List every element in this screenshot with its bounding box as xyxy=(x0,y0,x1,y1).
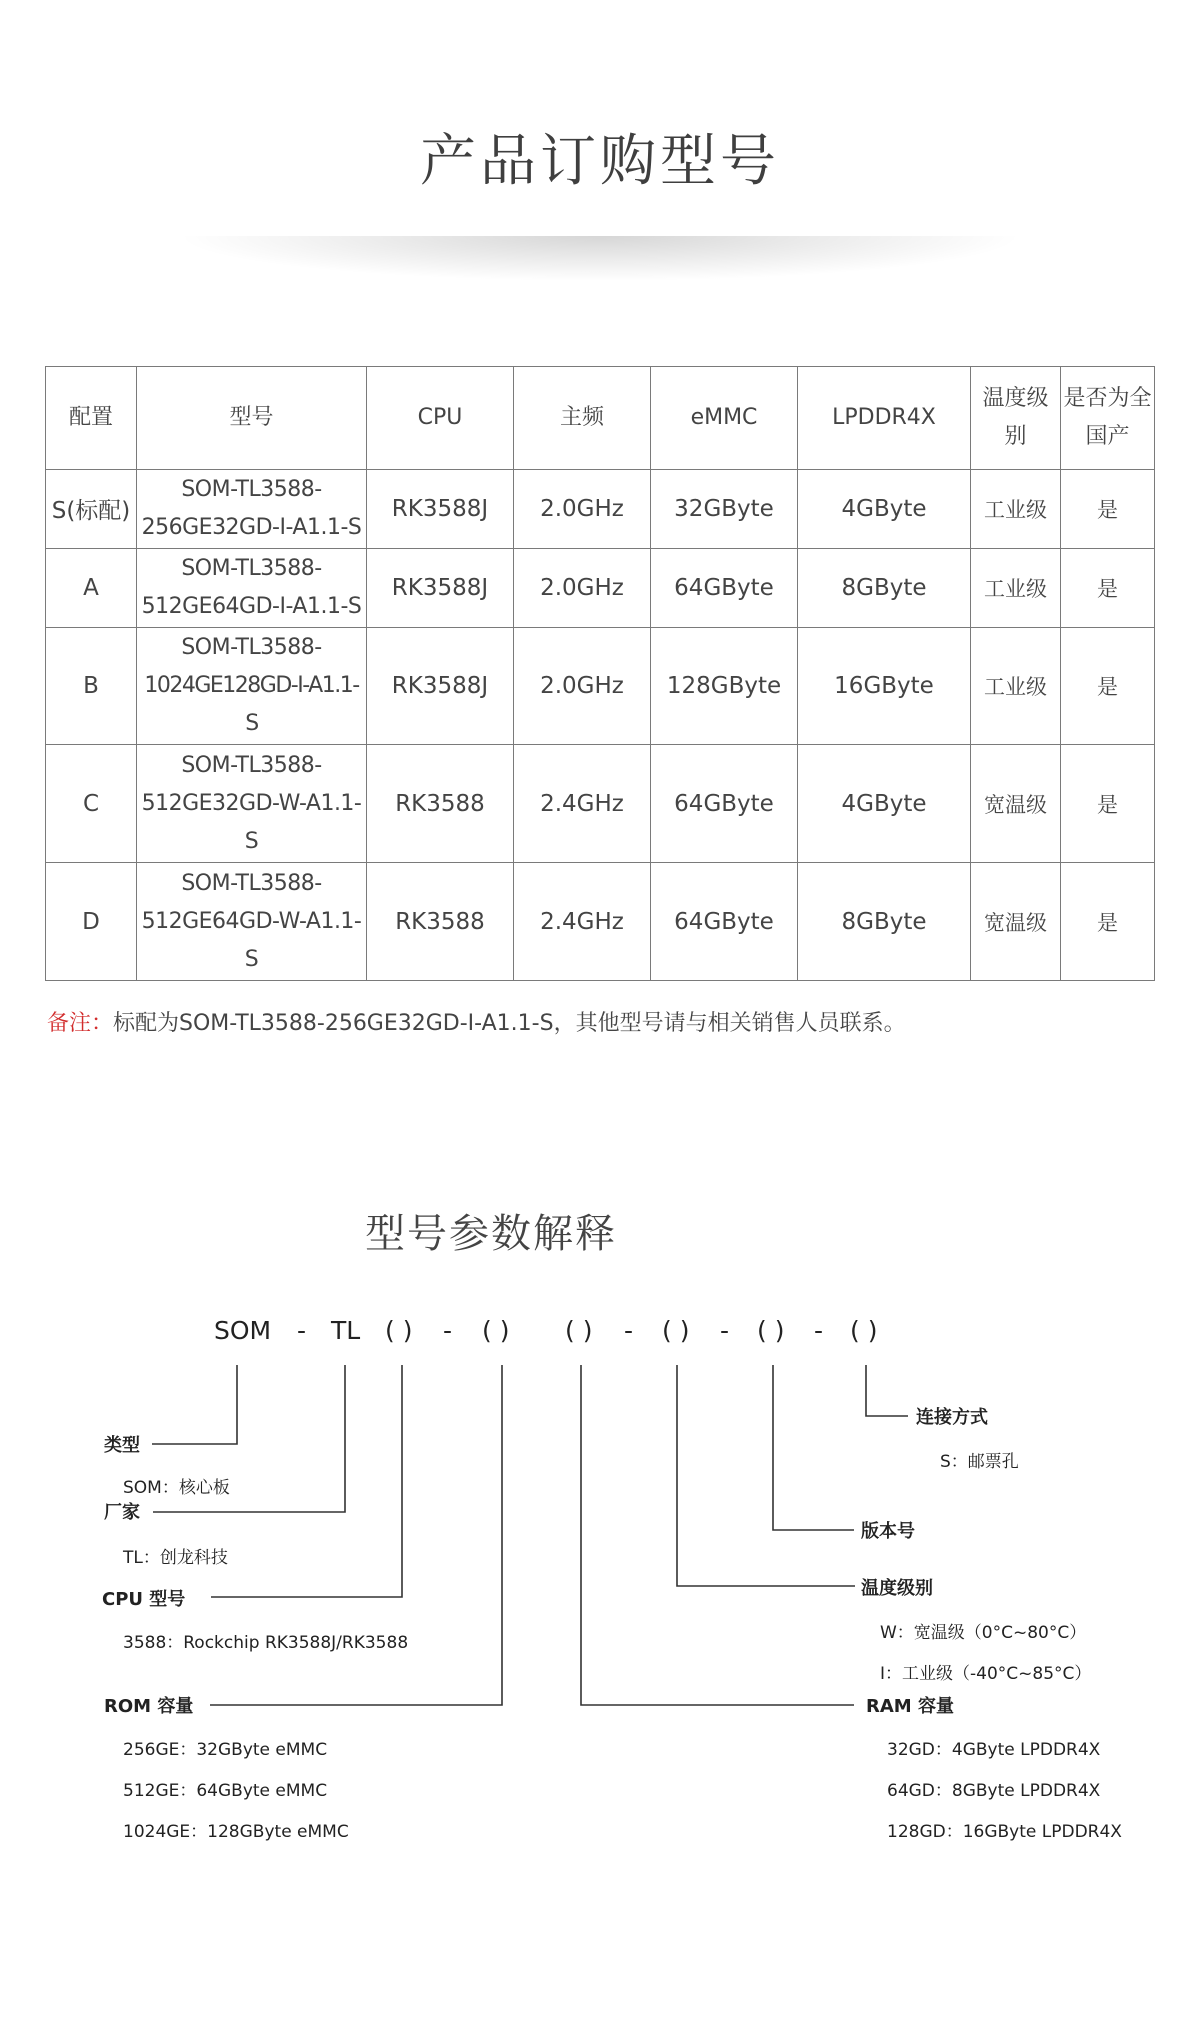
header-ram: LPDDR4X xyxy=(798,367,971,470)
cell-emmc: 64GByte xyxy=(651,863,798,981)
header-emmc: eMMC xyxy=(651,367,798,470)
model-line1: SOM-TL3588- xyxy=(181,476,322,502)
cell-ram: 4GByte xyxy=(798,745,971,863)
cell-config: B xyxy=(46,627,137,745)
cell-temp: 工业级 xyxy=(971,548,1061,627)
code-tl: TL xyxy=(331,1316,361,1345)
cell-temp: 宽温级 xyxy=(971,863,1061,981)
model-line2: 512GE32GD-W-A1.1-S xyxy=(141,790,362,854)
header-cpu: CPU xyxy=(367,367,514,470)
label-rom: ROM 容量 xyxy=(104,1696,194,1717)
code-slot-rom: ( ) xyxy=(482,1316,510,1345)
value-type: SOM：核心板 xyxy=(123,1478,230,1498)
note-label: 备注： xyxy=(47,1011,114,1036)
value-ram-1: 32GD：4GByte LPDDR4X xyxy=(887,1740,1101,1760)
code-slot-connection: ( ) xyxy=(850,1316,878,1345)
cell-cpu: RK3588J xyxy=(367,470,514,549)
page-title: 产品订购型号 xyxy=(420,129,780,194)
cell-config: D xyxy=(46,863,137,981)
value-vendor: TL：创龙科技 xyxy=(123,1548,228,1568)
label-type: 类型 xyxy=(104,1435,140,1456)
label-version: 版本号 xyxy=(861,1521,915,1542)
cell-config: S(标配) xyxy=(46,470,137,549)
cell-freq: 2.0GHz xyxy=(514,627,651,745)
connector-ram xyxy=(581,1365,854,1705)
cell-cpu: RK3588 xyxy=(367,745,514,863)
cell-emmc: 64GByte xyxy=(651,745,798,863)
cell-emmc: 32GByte xyxy=(651,470,798,549)
model-line2: 256GE32GD-I-A1.1-S xyxy=(141,514,362,540)
value-rom-2: 512GE：64GByte eMMC xyxy=(123,1781,328,1801)
connector-temp xyxy=(677,1365,855,1586)
header-domestic: 是否为全国产 xyxy=(1061,367,1155,470)
cell-domestic: 是 xyxy=(1061,470,1155,549)
cell-config: A xyxy=(46,548,137,627)
code-dash: - xyxy=(443,1316,453,1345)
cell-cpu: RK3588J xyxy=(367,627,514,745)
cell-domestic: 是 xyxy=(1061,745,1155,863)
decode-title: 型号参数解释 xyxy=(365,1211,617,1257)
cell-domestic: 是 xyxy=(1061,627,1155,745)
label-ram: RAM 容量 xyxy=(866,1696,954,1717)
cell-cpu: RK3588 xyxy=(367,863,514,981)
cell-domestic: 是 xyxy=(1061,548,1155,627)
model-line1: SOM-TL3588- xyxy=(181,635,322,661)
connector-type xyxy=(152,1365,237,1444)
model-line1: SOM-TL3588- xyxy=(181,870,322,896)
label-connection: 连接方式 xyxy=(916,1407,988,1428)
code-dash: - xyxy=(297,1316,307,1345)
model-line2: 512GE64GD-I-A1.1-S xyxy=(141,593,362,619)
model-line2: 512GE64GD-W-A1.1-S xyxy=(141,908,362,972)
cell-temp: 工业级 xyxy=(971,627,1061,745)
cell-emmc: 128GByte xyxy=(651,627,798,745)
label-temp: 温度级别 xyxy=(861,1578,933,1599)
note-text: 标配为SOM-TL3588-256GE32GD-I-A1.1-S，其他型号请与相关销售人员联系。 xyxy=(113,1011,906,1036)
code-slot-version: ( ) xyxy=(757,1316,785,1345)
value-ram-2: 64GD：8GByte LPDDR4X xyxy=(887,1781,1101,1801)
code-som: SOM xyxy=(214,1316,272,1345)
cell-freq: 2.0GHz xyxy=(514,548,651,627)
header-temp: 温度级别 xyxy=(971,367,1061,470)
value-rom-1: 256GE：32GByte eMMC xyxy=(123,1740,328,1760)
model-line1: SOM-TL3588- xyxy=(181,752,322,778)
value-ram-3: 128GD：16GByte LPDDR4X xyxy=(887,1822,1122,1842)
code-dash: - xyxy=(720,1316,730,1345)
cell-cpu: RK3588J xyxy=(367,548,514,627)
cell-config: C xyxy=(46,745,137,863)
cell-emmc: 64GByte xyxy=(651,548,798,627)
connector-version xyxy=(773,1365,854,1530)
value-rom-3: 1024GE：128GByte eMMC xyxy=(123,1822,349,1842)
connector-rom xyxy=(210,1365,502,1705)
cell-ram: 8GByte xyxy=(798,863,971,981)
header-config: 配置 xyxy=(46,367,137,470)
connector-connection xyxy=(866,1365,908,1416)
cell-ram: 8GByte xyxy=(798,548,971,627)
cell-freq: 2.4GHz xyxy=(514,863,651,981)
value-cpu: 3588：Rockchip RK3588J/RK3588 xyxy=(123,1633,409,1653)
value-connection: S：邮票孔 xyxy=(940,1452,1019,1472)
code-slot-cpu: ( ) xyxy=(385,1316,413,1345)
header-freq: 主频 xyxy=(514,367,651,470)
code-dash: - xyxy=(814,1316,824,1345)
header-model: 型号 xyxy=(137,367,367,470)
code-slot-ram: ( ) xyxy=(565,1316,593,1345)
model-line2: 1024GE128GD-I-A1.1-S xyxy=(144,673,359,737)
cell-freq: 2.4GHz xyxy=(514,745,651,863)
cell-domestic: 是 xyxy=(1061,863,1155,981)
connector-cpu xyxy=(211,1365,402,1597)
code-slot-temp: ( ) xyxy=(662,1316,690,1345)
cell-ram: 4GByte xyxy=(798,470,971,549)
value-temp-2: I：工业级（-40°C~85°C） xyxy=(880,1664,1092,1684)
code-dash: - xyxy=(624,1316,634,1345)
label-cpu: CPU 型号 xyxy=(102,1589,186,1610)
cell-freq: 2.0GHz xyxy=(514,470,651,549)
label-vendor: 厂家 xyxy=(104,1502,140,1523)
cell-ram: 16GByte xyxy=(798,627,971,745)
cell-temp: 宽温级 xyxy=(971,745,1061,863)
model-line1: SOM-TL3588- xyxy=(181,555,322,581)
cell-temp: 工业级 xyxy=(971,470,1061,549)
value-temp-1: W：宽温级（0°C~80°C） xyxy=(880,1623,1087,1643)
